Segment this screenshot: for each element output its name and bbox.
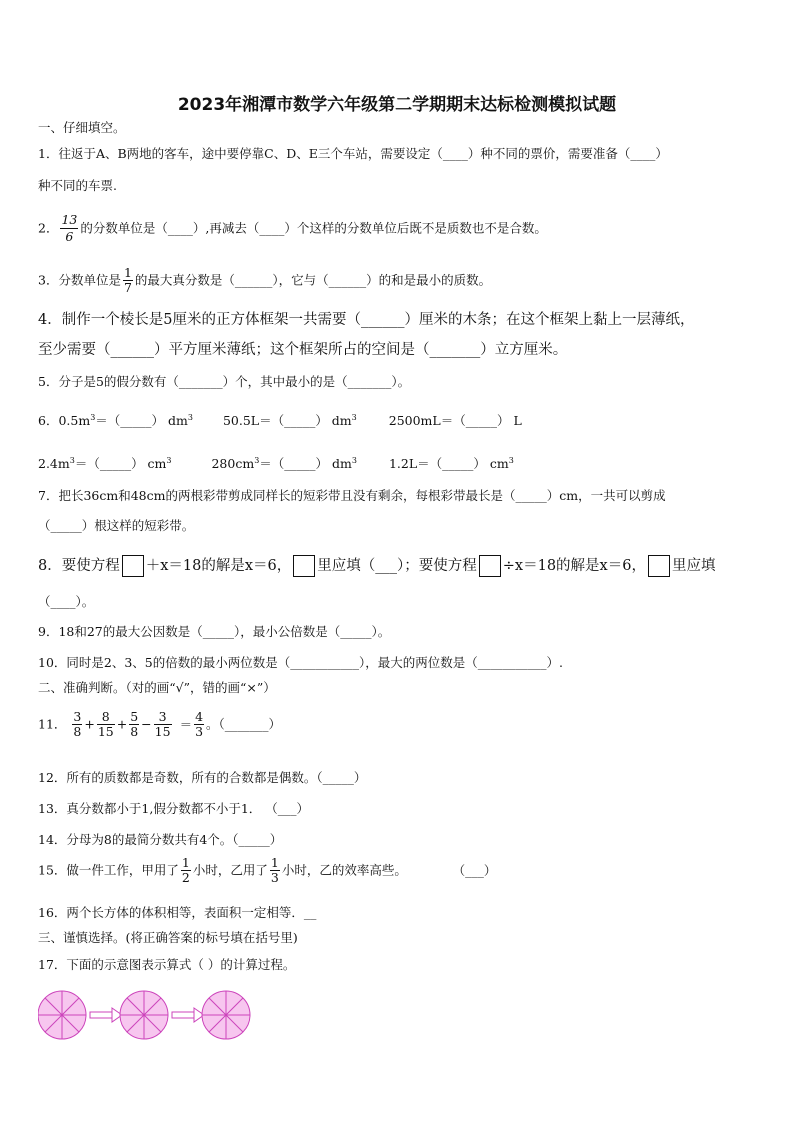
question-7-line-2: （_____）根这样的短彩带。 (38, 518, 195, 533)
question-4-line-1: 4．制作一个棱长是5厘米的正方体框架一共需要（______）厘米的木条；在这个框架上黏上一层薄纸， (38, 312, 695, 328)
fraction-1-3: $\frac{1}{3}$ (270, 855, 279, 885)
question-7-line-1: 7．把长36cm和48cm的两根彩带剪成同样长的短彩带且没有剩余，每根彩带最长是（_____）cm，一共可以剪成 (38, 488, 666, 503)
question-6-row-1: 6．$0.5m^3=(\_\_\_\_\_)$ $dm^3$ 50.5L＝（_____） $dm^3$ 2500mL＝（_____） L (38, 413, 522, 429)
question-8: 8．要使方程 ＋x＝18的解是x＝6， 里应填（___）；要使方程 ÷x＝18的解是x＝6， 里应填 (38, 555, 715, 577)
fraction-term: $\frac{8}{15}$ (97, 709, 114, 739)
question-3: 3．分数单位是 $\frac{1}{7}$ 的最大真分数是（______），它与（______）的和是最小的质数。 (38, 265, 492, 295)
fraction-term: $\frac{3}{15}$ (154, 709, 171, 739)
question-4-line-2: 至少需要（______）平方厘米薄纸；这个框架所占的空间是（_______）立方厘米。 (38, 342, 568, 358)
question-5: 5．分子是5的假分数有（_______）个，其中最小的是（_______）。 (38, 374, 411, 389)
question-14: 14．分母为8的最简分数共有4个。（_____） (38, 832, 283, 847)
question-1-line-2: 种不同的车票. (38, 178, 117, 193)
question-10: 10．同时是2、3、5的倍数的最小两位数是（___________），最大的两位数是（___________）. (38, 655, 563, 670)
blank-box (293, 555, 315, 577)
question-15: 15．做一件工作，甲用了 $\frac{1}{2}$ 小时，乙用了 $\frac{1}{3}$ 小时，乙的效率高些。 （___） (38, 855, 497, 885)
blank-box (479, 555, 501, 577)
section-3-heading: 三、谨慎选择。(将正确答案的标号填在括号里) (38, 930, 298, 945)
fraction-circles-diagram (38, 988, 268, 1044)
blank-box (122, 555, 144, 577)
fraction-term: $\frac{5}{8}$ (130, 709, 139, 739)
fraction-13-6: $\frac{13}{6}$ (61, 212, 78, 244)
question-11: 11． $\frac{3}{8}$ + $\frac{8}{15}$ + $\frac{5}{8}$ − $\frac{3}{15}$ ＝ $\frac{4}{3}$ 。（_______） (38, 709, 282, 739)
question-2 (38, 212, 547, 245)
question-8-line-2: （____）。 (38, 594, 95, 609)
question-16: 16．两个长方体的体积相等，表面积一定相等．__ (38, 905, 317, 920)
fraction-1-2: $\frac{1}{2}$ (181, 855, 190, 885)
question-2-number: 2． (38, 220, 59, 236)
section-2-heading: 二、准确判断。（对的画“√”，错的画“×”） (38, 680, 276, 695)
circle-eighths (38, 991, 86, 1039)
fraction-term: $\frac{4}{3}$ (195, 709, 204, 739)
question-1-line-1: 1．往返于A、B两地的客车，途中要停靠C、D、E三个车站，需要设定（____）种不同的票价，需要准备（____） (38, 146, 668, 161)
arrow-icon (90, 1008, 122, 1022)
blank-box (648, 555, 670, 577)
section-1-heading: 一、仔细填空。 (38, 120, 126, 135)
arrow-icon (172, 1008, 204, 1022)
question-13: 13．真分数都小于1,假分数都不小于1． （___） (38, 801, 310, 816)
fraction-term: $\frac{3}{8}$ (73, 709, 82, 739)
question-9: 9．18和27的最大公因数是（_____），最小公倍数是（_____）。 (38, 624, 391, 639)
question-12: 12．所有的质数都是奇数，所有的合数都是偶数。（_____） (38, 770, 367, 785)
circle-eighths (202, 991, 250, 1039)
question-6-row-2: $2.4m^3=(\_\_\_\_\_)$ $cm^3$ $280cm^3=(\_\_\_\_\_)$ $dm^3$ 1.2L＝（_____） $cm^3$ (38, 456, 514, 472)
circle-eighths (120, 991, 168, 1039)
question-17: 17．下面的示意图表示算式（ ）的计算过程。 (38, 957, 296, 972)
page-title: 2023年湘潭市数学六年级第二学期期末达标检测模拟试题 (177, 95, 617, 115)
question-2-text: 的分数单位是（____）,再减去（____）个这样的分数单位后既不是质数也不是合数。 (80, 220, 547, 236)
fraction-1-7: $\frac{1}{7}$ (123, 265, 132, 295)
